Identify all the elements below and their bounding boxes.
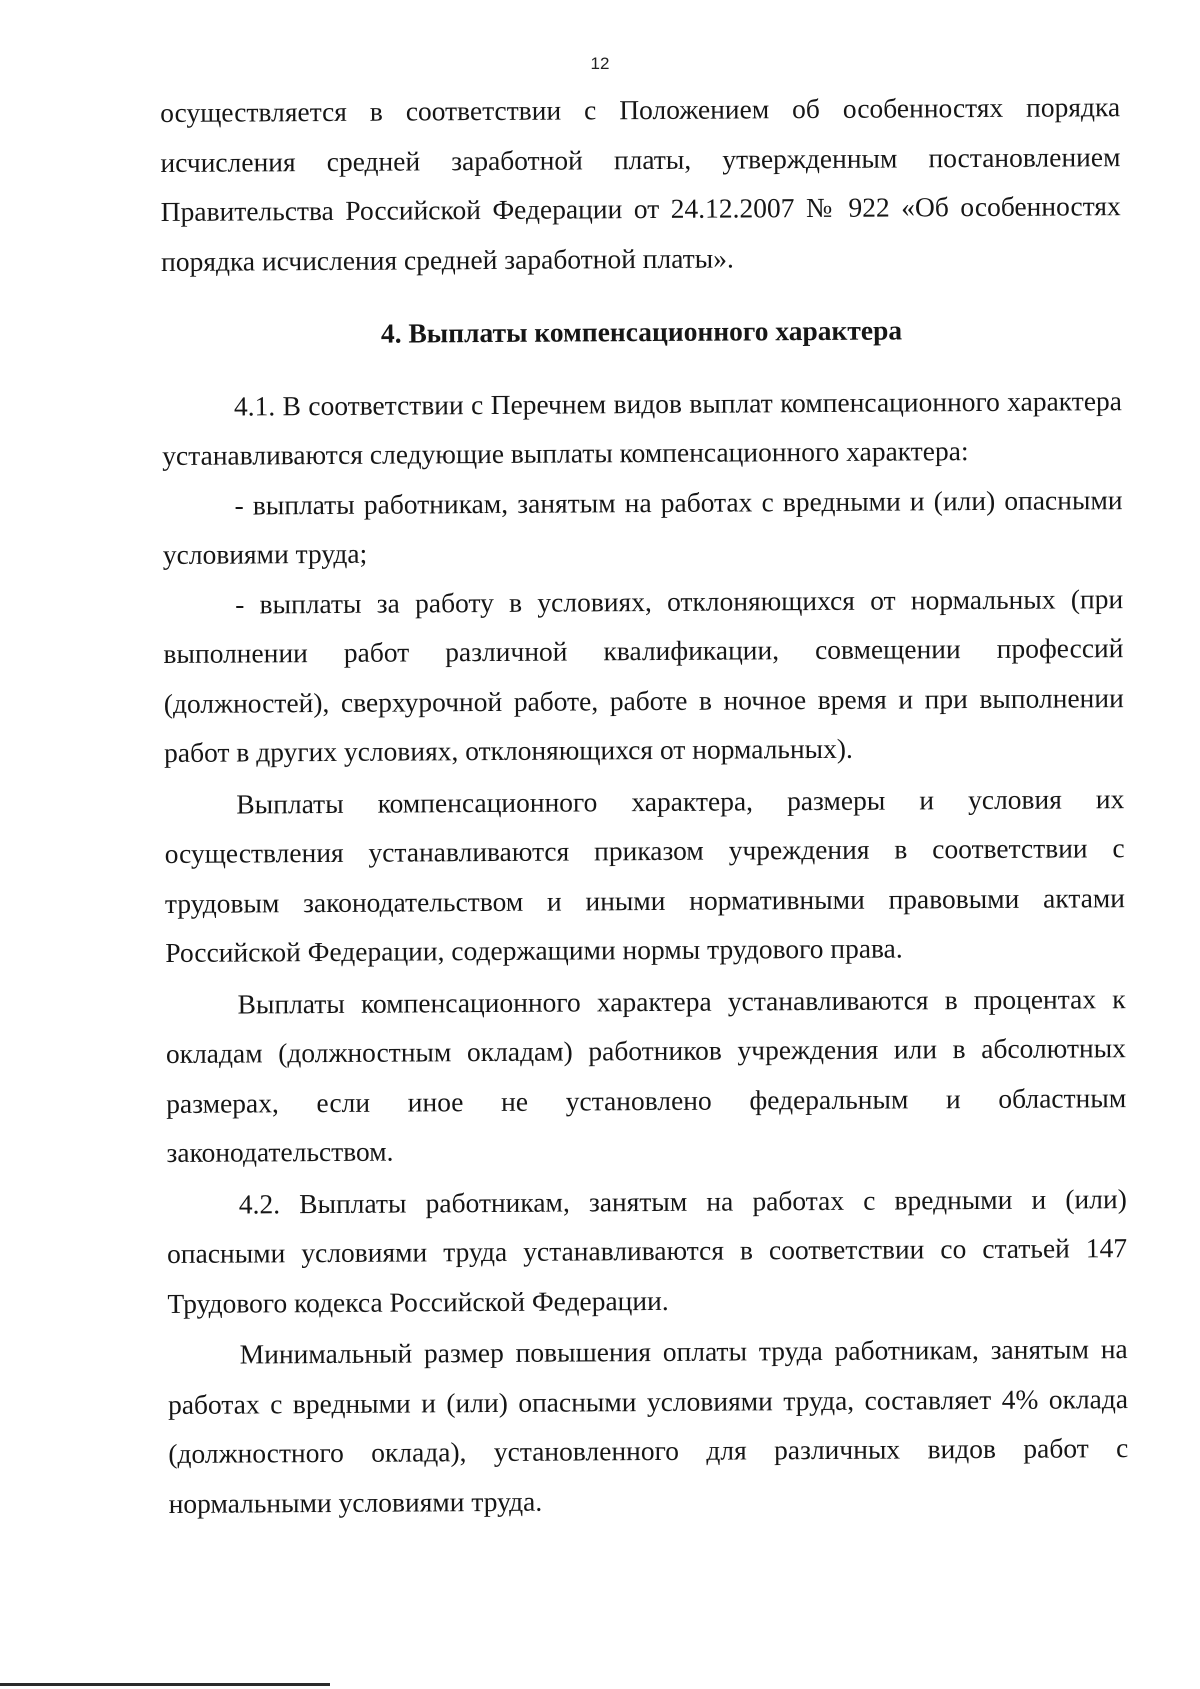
page-number: 12 [590,54,610,73]
paragraph-payment-conditions: Выплаты компенсационного характера, размеры и условия их осуществления устанавливаются приказом учреждения в соответствии с трудовым законодательством и иными нормативными правовыми актами Российской Федерации, содержащими нормы трудового права. [164,782,1126,968]
scan-edge-line [0,1683,330,1686]
intro-paragraph: осуществляется в соответствии с Положением об особенностях порядка исчисления средней заработной платы, утвержденным постановлением Правительства Российской Федерации от 24.12.2007 № 922 «Об особенностях порядка исчисления средней заработной платы». [160,91,1121,277]
document-body [160,82,1129,1528]
list-item-abnormal-conditions: - выплаты за работу в условиях, отклоняющихся от нормальных (при выполнении работ различной квалификации, совмещении профессий (должностей), сверхурочной работе, работе в ночное время и при выполнении работ в других условиях, отклоняющихся от нормальных). [163,582,1124,768]
paragraph-minimum-increase: Минимальный размер повышения оплаты труда работникам, занятым на работах с вредными и (или) опасными условиями труда, составляет 4% оклада (должностного оклада), установленного для различных видов работ с нормальными условиями труда. [167,1333,1129,1519]
paragraph-4-1: 4.1. В соответствии с Перечнем видов выплат компенсационного характера устанавливаются следующие выплаты компенсационного характера: [162,384,1123,471]
paragraph-4-2: 4.2. Выплаты работникам, занятым на работах с вредными и (или) опасными условиями труда устанавливаются в соответствии со статьей 147 Трудового кодекса Российской Федерации. [167,1182,1128,1319]
paragraph-payment-form: Выплаты компенсационного характера устанавливаются в процентах к окладам (должностным окладам) работников учреждения или в абсолютных размерах, если иное не установлено федеральным и областным законодательством. [165,982,1127,1168]
section-heading: 4. Выплаты компенсационного характера [380,314,903,349]
list-item-harmful-conditions: - выплаты работникам, занятым на работах с вредными и (или) опасными условиями труда; [162,483,1123,570]
